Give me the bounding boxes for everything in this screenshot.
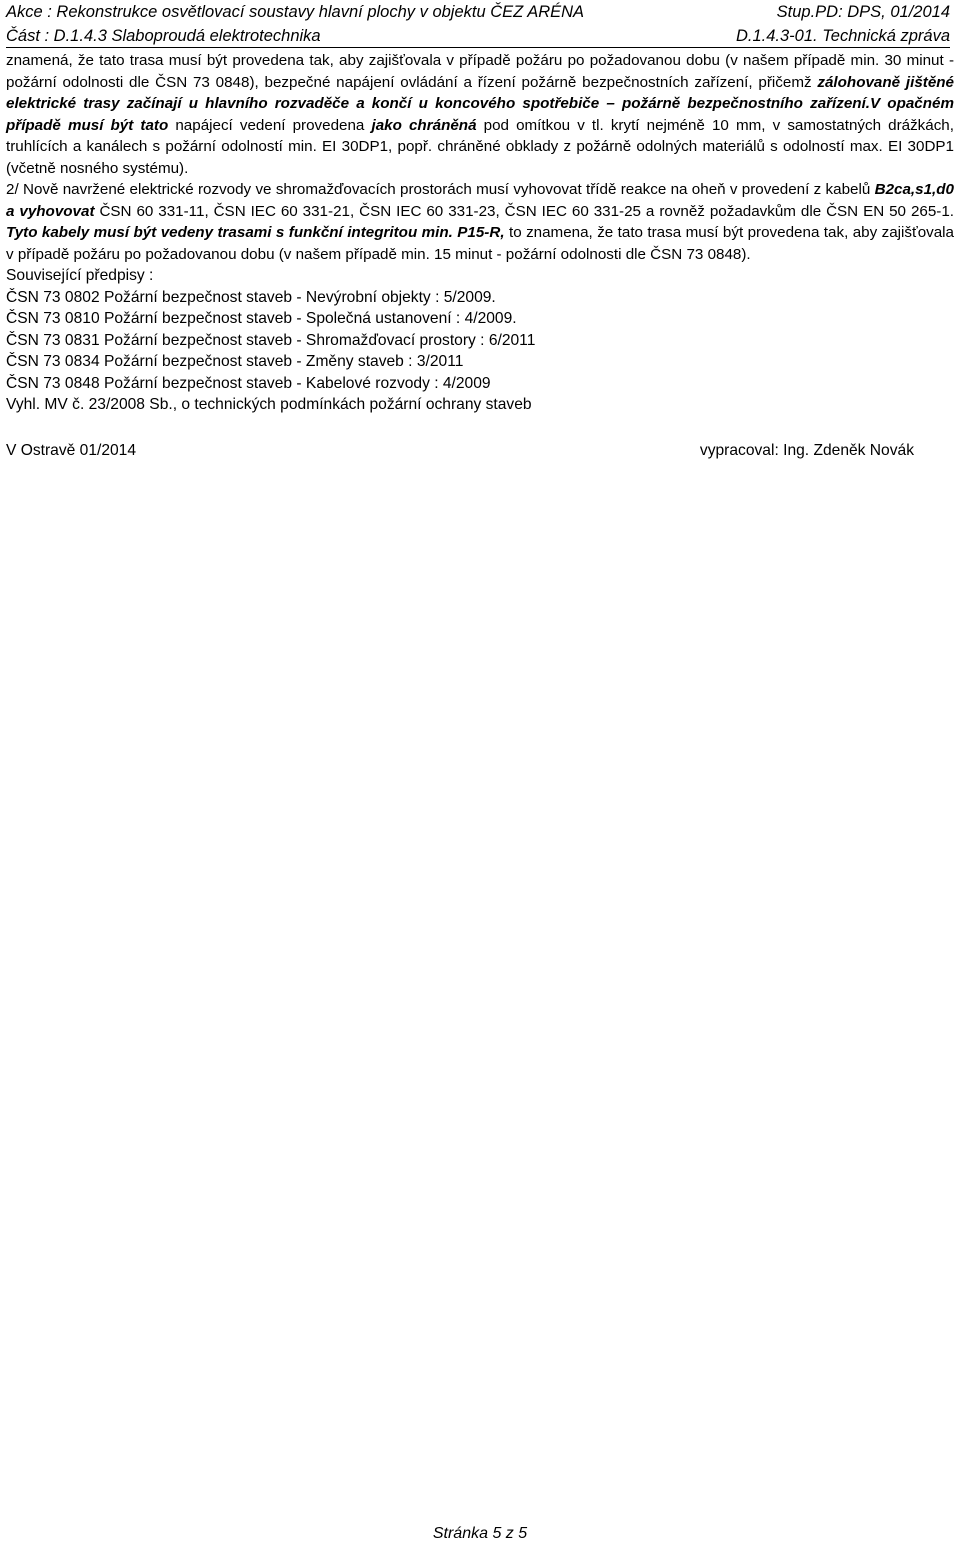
header-stage: Stup.PD: DPS, 01/2014 [776,3,950,21]
paragraph-fire-safety-power [6,50,954,179]
signature-block [6,440,954,462]
author: vypracoval: Ing. Zdeněk Novák [699,441,914,459]
page-header [6,0,950,50]
para1-emphasis-2: jako chráněná [371,116,477,134]
paragraph-cable-requirements [6,179,954,265]
para2-text-1: 2/ Nově navržené elektrické rozvody ve shromažďovacích prostorách musí vyhovovat třídě reakce na oheň v provedení z kabelů [6,181,875,198]
regulation-item: ČSN 73 0810 Požární bezpečnost staveb - Společná ustanovení : 4/2009. [6,310,517,327]
regulation-item: Vyhl. MV č. 23/2008 Sb., o technických podmínkách požární ochrany staveb [6,396,532,413]
header-project-title: Akce : Rekonstrukce osvětlovací soustavy hlavní plochy v objektu ČEZ ARÉNA [6,3,585,21]
para1-text-2: napájecí vedení provedena [168,116,372,134]
document-body [6,50,954,461]
page-number: Stránka 5 z 5 [432,1525,528,1542]
header-part: Část : D.1.4.3 Slaboproudá elektrotechnika [6,27,321,45]
header-row-1 [6,0,950,24]
para2-emphasis-1: B2ca,s1,d0 a vyhovovat [6,181,954,220]
para2-emphasis-2: Tyto kabely musí být vedeny trasami s funkční integritou min. P15-R, [6,224,505,241]
regulation-item: ČSN 73 0831 Požární bezpečnost staveb - Shromažďovací prostory : 6/2011 [6,331,536,349]
para2-text-2: ČSN 60 331-11, ČSN IEC 60 331-21, ČSN IEC 60 331-23, ČSN IEC 60 331-25 a rovněž požadavkům dle ČSN EN 50 265-1. [94,202,955,220]
page-footer [0,1523,960,1545]
header-divider [6,47,950,48]
regulation-item: ČSN 73 0848 Požární bezpečnost staveb - Kabelové rozvody : 4/2009 [6,374,491,392]
place-and-date: V Ostravě 01/2014 [6,441,137,459]
para1-emphasis-1: zálohovaně jištěné elektrické trasy začínají u hlavního rozvaděče a končí u koncového spotřebiče – požárně bezpečnostního zařízení.V opačném případě musí být tato [6,73,954,134]
header-document-id: D.1.4.3-01. Technická zpráva [735,27,950,45]
regulation-item: ČSN 73 0802 Požární bezpečnost staveb - Nevýrobní objekty : 5/2009. [6,288,496,306]
para2-text-3: to znamena, že tato trasa musí být provedena tak, aby zajišťovala v případě požáru po požadovanou dobu (v našem případě min. 15 minut - požární odolnosti dle ČSN 73 0848). [6,224,955,263]
para1-text-3: pod omítkou v tl. krytí nejméně 10 mm, v samostatných drážkách, truhlících a kanálech s požární odolností min. EI 30DP1, popř. chráněné obklady z požárně odolných materiálů s odolností max. EI 30DP1 (včetně nosného systému). [6,116,954,177]
regulations-heading: Související předpisy : [6,267,154,284]
regulation-item: ČSN 73 0834 Požární bezpečnost staveb - Změny staveb : 3/2011 [6,353,464,370]
para1-text-1: znamená, že tato trasa musí být provedena tak, aby zajišťovala v případě požáru po požadovanou dobu (v našem případě min. 30 minut - požární odolnosti dle ČSN 73 0848), bezpečné napájení ovládání a řízení požárně bezpečnostních zařízení, přičemž [6,52,954,91]
header-row-2 [6,24,950,48]
